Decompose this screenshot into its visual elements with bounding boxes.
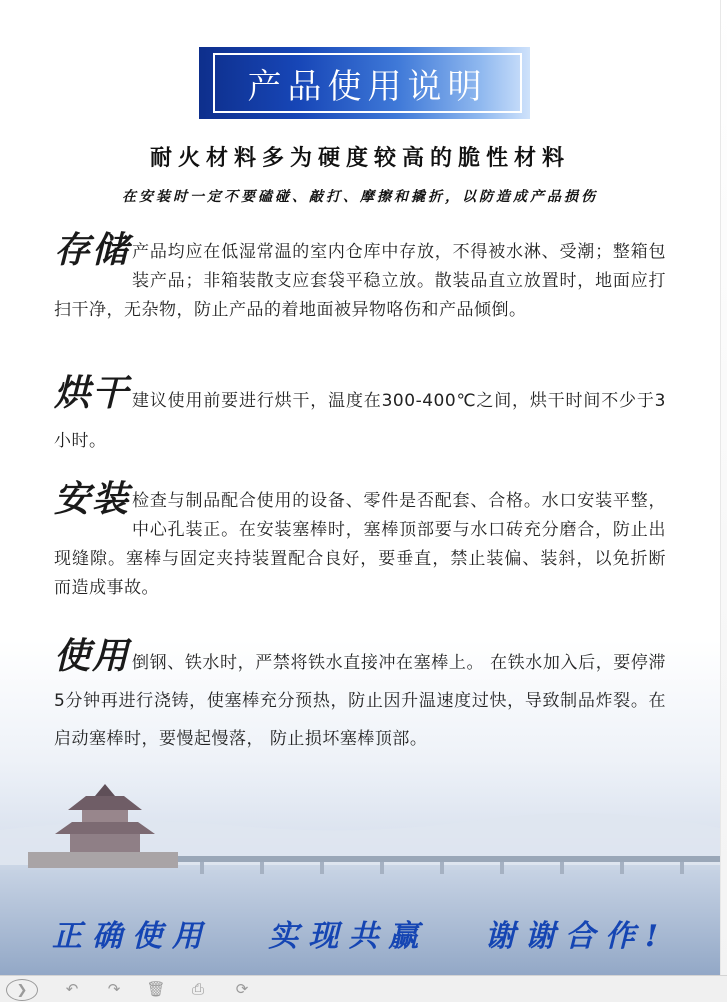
section-title-usage: 使用 xyxy=(54,635,131,677)
caution-note: 在安装时一定不要磕碰、敲打、摩擦和撬折，以防造成产品损伤 xyxy=(122,189,598,205)
next-icon[interactable]: ❯ xyxy=(6,979,38,1001)
undo-icon[interactable]: ↶ xyxy=(65,980,79,998)
section-title-drying: 烘干 xyxy=(54,372,131,414)
section-title-storage: 存储 xyxy=(54,229,131,271)
viewer-toolbar xyxy=(0,975,727,1002)
section-title-install: 安装 xyxy=(54,478,131,520)
section-body-drying: 建议使用前要进行烘干，温度在300-400℃之间，烘干时间不少于3小时。 xyxy=(54,391,666,451)
footer-slogan-1: 正确使用 xyxy=(51,919,212,954)
page-edge xyxy=(720,0,727,975)
footer-slogan-3: 谢谢合作! xyxy=(484,919,669,954)
title-frame xyxy=(213,53,522,113)
section-usage xyxy=(54,635,666,758)
section-body-install: 检查与制品配合使用的设备、零件是否配套、合格。水口安装平整，中心孔装正。在安装塞棒时，塞棒顶部要与水口砖充分磨合，防止出现缝隙。塞棒与固定夹持装置配合良好，要垂直，禁止装偏、装斜，以免折断而造成事故。 xyxy=(54,491,666,598)
section-storage xyxy=(54,229,666,325)
page-title: 产品使用说明 xyxy=(247,66,488,107)
title-banner xyxy=(199,47,530,119)
print-icon[interactable]: ⎙ xyxy=(191,980,204,998)
section-body-storage: 产品均应在低湿常温的室内仓库中存放，不得被水淋、受潮；整箱包装产品；非箱装散支应套袋平稳立放。散装品直立放置时，地面应打扫干净，无杂物，防止产品的着地面被异物咯伤和产品倾倒。 xyxy=(54,242,666,320)
footer-slogans xyxy=(0,911,720,955)
footer-slogan-2: 实现共赢 xyxy=(268,919,429,954)
delete-icon[interactable]: 🗑 xyxy=(146,980,166,998)
section-install xyxy=(54,478,666,603)
section-drying xyxy=(54,372,666,461)
subtitle: 耐火材料多为硬度较高的脆性材料 xyxy=(149,145,570,171)
redo-icon[interactable]: ↷ xyxy=(107,980,121,998)
section-body-usage: 倒钢、铁水时，严禁将铁水直接冲在塞棒上。 在铁水加入后，要停滞5分钟再进行浇铸，使塞棒充分预热，防止因升温速度过快，导致制品炸裂。在启动塞棒时，要慢起慢落， 防止损坏塞棒顶部。 xyxy=(54,653,666,749)
rotate-icon[interactable]: ⟳ xyxy=(235,980,249,998)
